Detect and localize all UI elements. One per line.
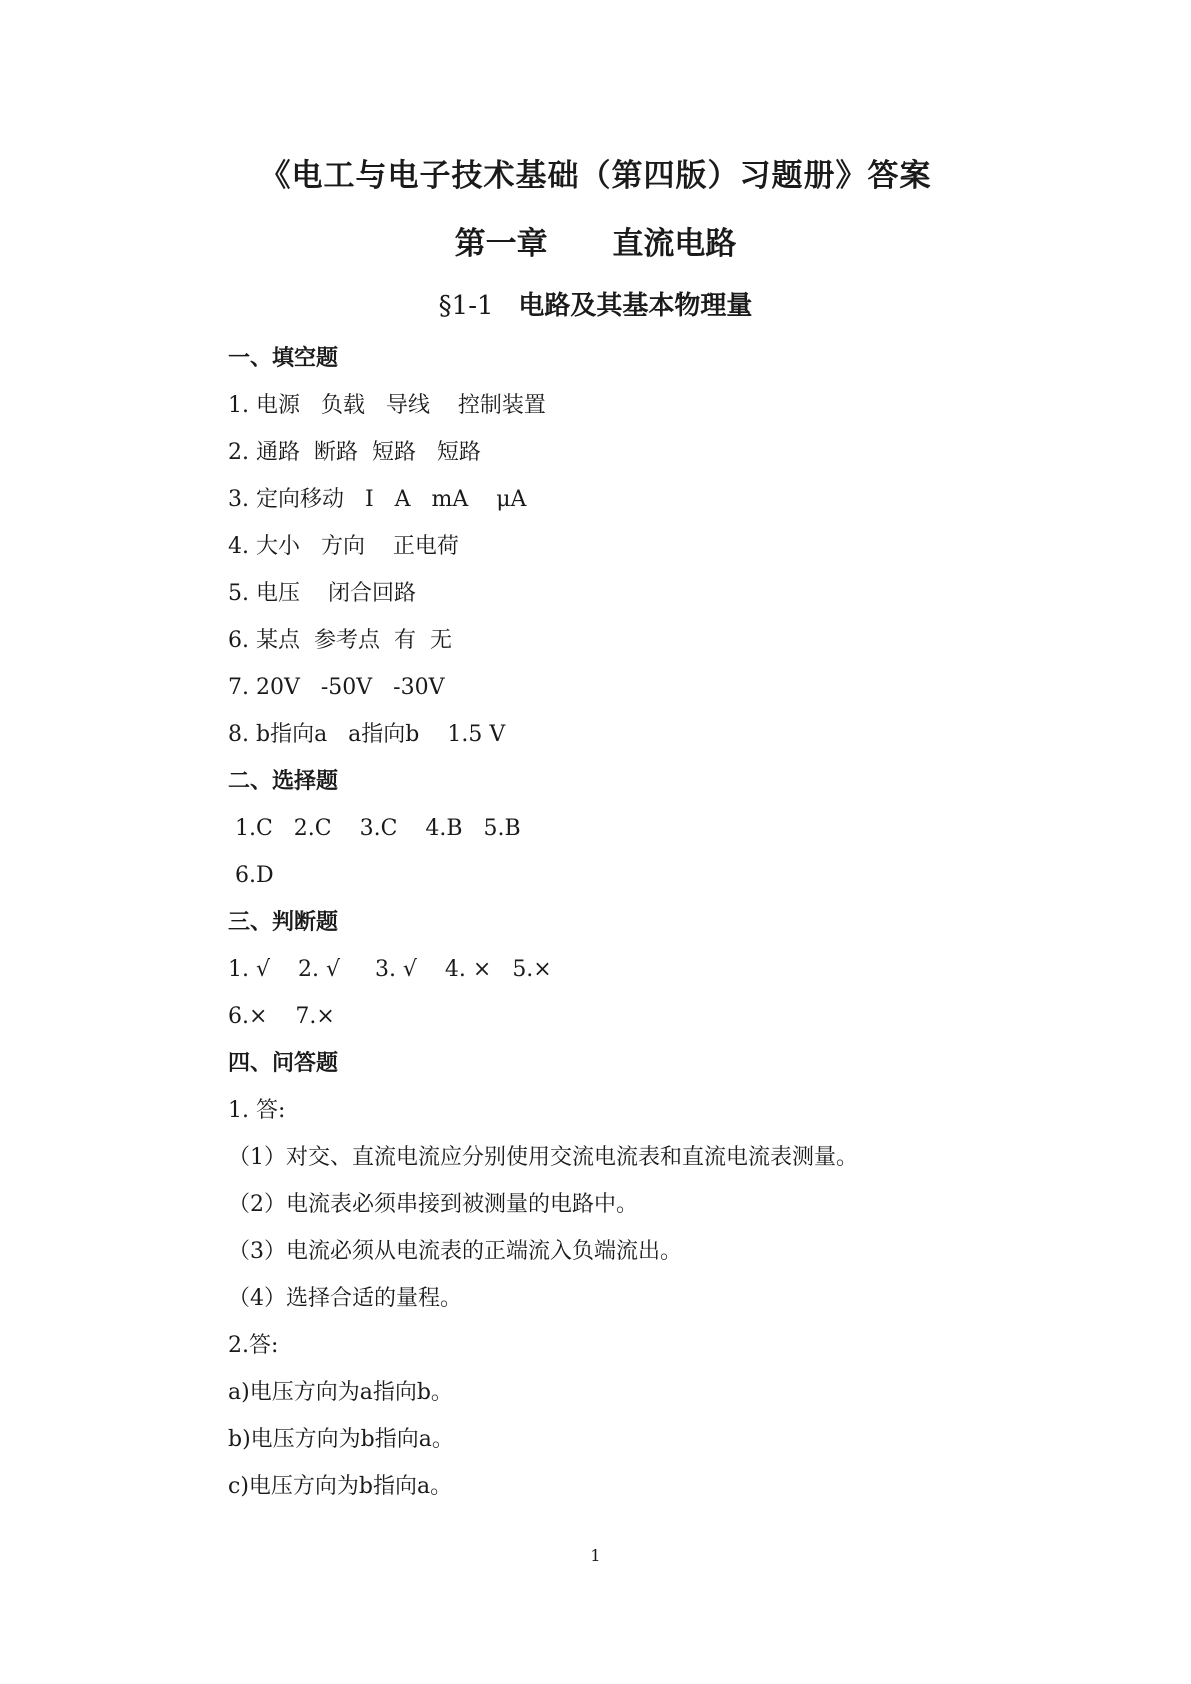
answer-line: 1. √ 2. √ 3. √ 4. × 5.× bbox=[228, 957, 552, 982]
answer-line: 1. 答: bbox=[228, 1098, 286, 1123]
heading-multiple-choice: 二、选择题 bbox=[228, 768, 339, 794]
answer-line: 6.× 7.× bbox=[228, 1004, 335, 1029]
heading-short-answer: 四、问答题 bbox=[228, 1050, 339, 1076]
answer-line: 2. 通路 断路 短路 短路 bbox=[228, 440, 481, 465]
answer-line: （3）电流必须从电流表的正端流入负端流出。 bbox=[228, 1239, 682, 1264]
heading-fill-in: 一、填空题 bbox=[228, 345, 339, 371]
answer-line: 4. 大小 方向 正电荷 bbox=[228, 534, 459, 559]
section-title bbox=[0, 285, 1191, 322]
answer-line: 5. 电压 闭合回路 bbox=[228, 581, 416, 606]
answer-line: 2.答: bbox=[228, 1333, 279, 1358]
answer-line: （4）选择合适的量程。 bbox=[228, 1286, 462, 1311]
answer-line: 6. 某点 参考点 有 无 bbox=[228, 628, 452, 653]
answer-line: 6.D bbox=[228, 863, 274, 888]
answer-line: 1. 电源 负载 导线 控制装置 bbox=[228, 393, 546, 418]
answer-content bbox=[228, 335, 988, 1510]
section-number: §1-1 bbox=[438, 291, 519, 321]
chapter-title: 第一章 直流电路 bbox=[454, 226, 737, 262]
document-title: 《电工与电子技术基础（第四版）习题册》答案 bbox=[259, 158, 932, 194]
answer-line: （2）电流表必须串接到被测量的电路中。 bbox=[228, 1192, 638, 1217]
answer-line: 1.C 2.C 3.C 4.B 5.B bbox=[228, 816, 521, 841]
answer-line: （1）对交、直流电流应分别使用交流电流表和直流电流表测量。 bbox=[228, 1145, 858, 1170]
answer-line: b)电压方向为b指向a。 bbox=[228, 1427, 454, 1452]
answer-line: 7. 20V -50V -30V bbox=[228, 675, 445, 700]
heading-true-false: 三、判断题 bbox=[228, 909, 339, 935]
section-name: 电路及其基本物理量 bbox=[518, 291, 753, 321]
answer-line: 3. 定向移动 I A mA μA bbox=[228, 487, 527, 512]
page-number: 1 bbox=[590, 1546, 601, 1565]
answer-line: c)电压方向为b指向a。 bbox=[228, 1474, 453, 1499]
answer-line: a)电压方向为a指向b。 bbox=[228, 1380, 453, 1405]
answer-line: 8. b指向a a指向b 1.5 V bbox=[228, 722, 506, 747]
